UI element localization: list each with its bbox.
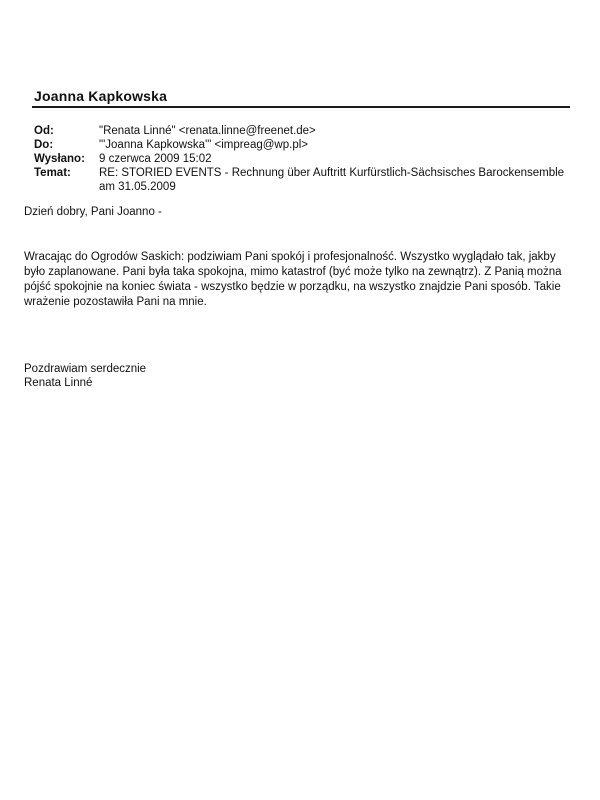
sent-value: 9 czerwca 2009 15:02 — [99, 153, 212, 165]
sent-row — [34, 152, 574, 166]
subject-row — [34, 166, 574, 194]
signature-name: Renata Linné — [24, 377, 93, 389]
to-value: "'Joanna Kapkowska'" <impreag@wp.pl> — [99, 139, 308, 151]
to-label: Do: — [34, 139, 54, 151]
to-row — [34, 138, 574, 152]
subject-label: Temat: — [34, 167, 71, 179]
subject-value: RE: STORIED EVENTS - Rechnung über Auftritt Kurfürstlich-Sächsisches Barockensemble am 31.05.2009 — [99, 167, 565, 193]
greeting: Dzień dobry, Pani Joanno - — [24, 206, 162, 218]
message-body — [24, 250, 572, 310]
from-value: "Renata Linné" <renata.linne@freenet.de> — [99, 125, 316, 137]
signature-block — [24, 362, 146, 390]
email-header-block — [34, 124, 574, 194]
recipient-name-heading: Joanna Kapkowska — [34, 88, 168, 104]
closing-line: Pozdrawiam serdecznie — [24, 363, 147, 375]
from-row — [34, 124, 574, 138]
from-label: Od: — [34, 125, 54, 137]
sent-label: Wysłano: — [34, 153, 85, 165]
header-divider — [32, 106, 570, 108]
message-paragraph: Wracając do Ogrodów Saskich: podziwiam Pani spokój i profesjonalność. Wszystko wyglądało tak, jakby było zaplanowane. Pani była taka spokojna, mimo katastrof (być może tylko na zewnątrz). Z Panią można pójść spokojnie na koniec świata - wszystko będzie w porządku, na wszystko znajdzie Pani sposób. Takie wrażenie pozostawiła Pani na mnie. — [24, 251, 562, 308]
